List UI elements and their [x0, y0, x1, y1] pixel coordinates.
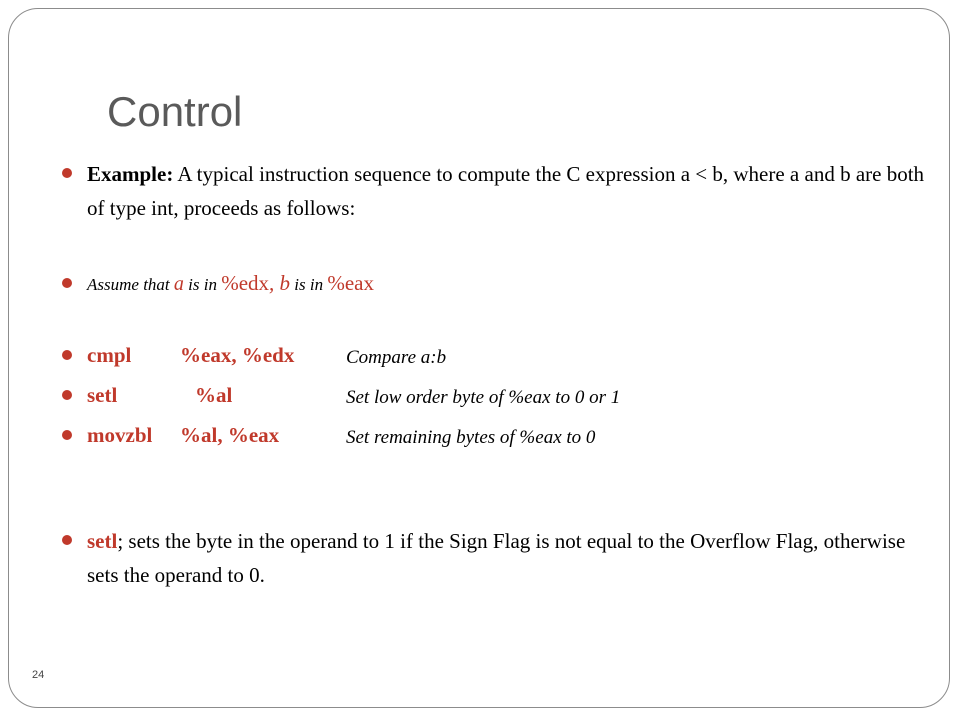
instruction-operands: %al, %eax — [180, 423, 280, 447]
bullet-icon — [62, 350, 72, 360]
bullet-icon — [62, 278, 72, 288]
assume-var-a: a — [173, 273, 184, 295]
instruction-operands-row — [195, 378, 232, 412]
assume-reg-a: %edx — [221, 271, 270, 295]
instruction-operands: %al — [195, 383, 233, 407]
slide-title: Control — [107, 88, 243, 135]
setl-note-text: ; sets the byte in the operand to 1 if the Sign Flag is not equal to the Overflow Flag, otherwise sets the operand to 0. — [87, 529, 906, 587]
assume-prefix: Assume that — [87, 275, 174, 294]
assume-line — [87, 266, 374, 302]
instruction-mnemonic: cmpl — [87, 343, 132, 367]
instruction-description-row — [346, 339, 446, 375]
setl-note-label: setl — [87, 529, 118, 553]
assume-mid2: is in — [290, 275, 328, 294]
instruction-operands-row — [180, 338, 294, 372]
instruction-description-row — [346, 379, 620, 415]
instruction-description-row — [346, 419, 595, 455]
bullet-icon — [62, 535, 72, 545]
example-label: Example: — [87, 162, 174, 186]
instruction-row — [87, 338, 131, 372]
example-text: A typical instruction sequence to compute the C expression a < b, where a and b are both of type int, proceeds as follows: — [87, 162, 925, 220]
instruction-description: Set remaining bytes of %eax to 0 — [346, 427, 596, 448]
instruction-description: Compare a:b — [346, 347, 447, 368]
assume-reg-b: %eax — [327, 271, 374, 295]
bullet-icon — [62, 390, 72, 400]
setl-note-paragraph — [87, 524, 927, 592]
example-paragraph — [87, 157, 927, 225]
instruction-row — [87, 418, 152, 452]
instruction-row — [87, 378, 117, 412]
instruction-operands-row — [180, 418, 279, 452]
bullet-icon — [62, 430, 72, 440]
instruction-description: Set low order byte of %eax to 0 or 1 — [346, 387, 621, 408]
instruction-operands: %eax, %edx — [180, 343, 295, 367]
assume-mid1: is in — [183, 275, 222, 294]
instruction-mnemonic: setl — [87, 383, 118, 407]
instruction-mnemonic: movzbl — [87, 423, 153, 447]
bullet-icon — [62, 168, 72, 178]
assume-var-b: , b — [269, 271, 291, 295]
page-number: 24 — [32, 669, 45, 681]
